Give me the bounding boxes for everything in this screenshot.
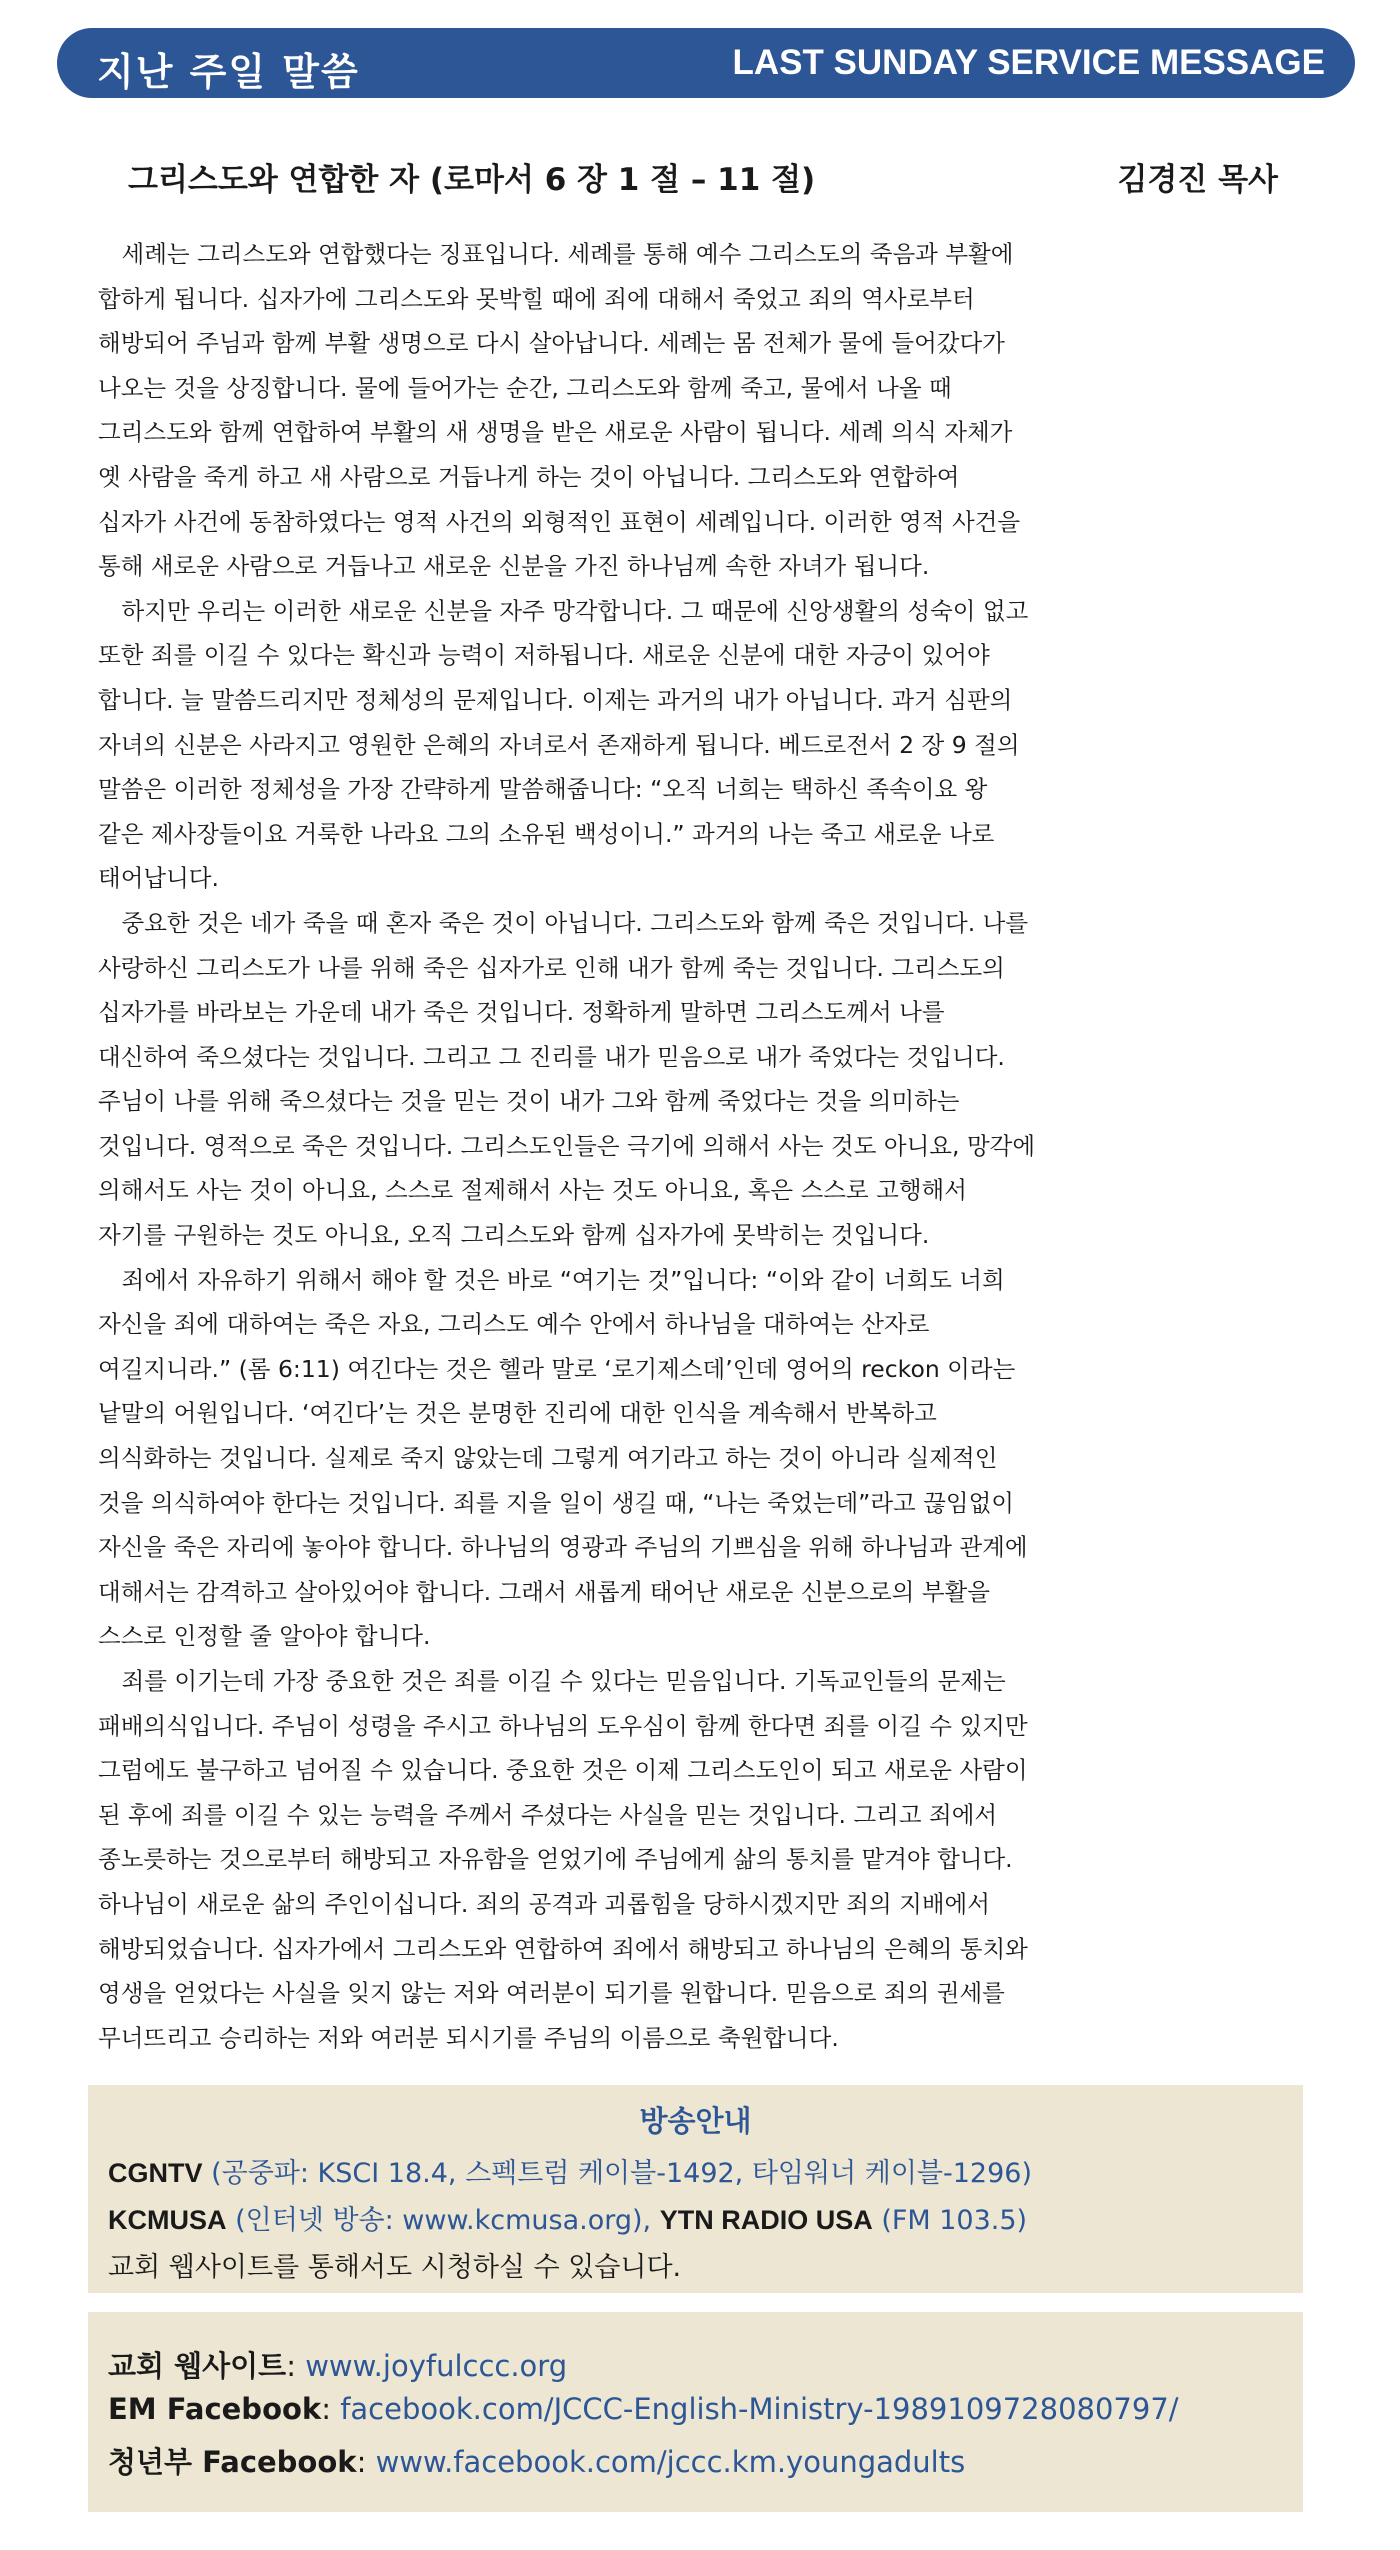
sermon-line: 의식화하는 것입니다. 실제로 죽지 않았는데 그렇게 여기라고 하는 것이 아니라 실제적인 [98,1444,998,1473]
em-facebook-label: EM Facebook [108,2392,322,2426]
sermon-line: 사랑하신 그리스도가 나를 위해 죽은 십자가로 인해 내가 함께 죽는 것입니다. 그리스도의 [98,953,1005,982]
sermon-line: 해방되어 주님과 함께 부활 생명으로 다시 살아납니다. 세례는 몸 전체가 물에 들어갔다가 [98,329,1005,358]
banner-korean-title: 지난 주일 말씀 [97,50,360,94]
sermon-line: 대신하여 죽으셨다는 것입니다. 그리고 그 진리를 내가 믿음으로 내가 죽었다는 것입니다. [98,1042,1005,1071]
sermon-line: 십자가 사건에 동참하였다는 영적 사건의 외형적인 표현이 세례입니다. 이러한 영적 사건을 [98,507,1021,536]
sermon-line: 주님이 나를 위해 죽으셨다는 것을 믿는 것이 내가 그와 함께 죽었다는 것을 의미하는 [98,1087,960,1116]
sermon-line: 여길지니라.” (롬 6:11) 여긴다는 것은 헬라 말로 ‘로기제스데’인데 영어의 reckon 이라는 [98,1354,1016,1383]
sermon-line: 스스로 인정할 줄 알아야 합니다. [98,1622,431,1651]
separator: : [356,2445,376,2479]
separator: : [321,2392,341,2426]
ytn-detail: (FM 103.5) [872,2205,1028,2236]
sermon-line: 자녀의 신분은 사라지고 영원한 은혜의 자녀로서 존재하게 됩니다. 베드로전서 2 장 9 절의 [98,730,1020,759]
sermon-line: 그럼에도 불구하고 넘어질 수 있습니다. 중요한 것은 이제 그리스도인이 되고 새로운 사람이 [98,1756,1028,1785]
youth-facebook-link[interactable]: www.facebook.com/jccc.km.youngadults [375,2445,966,2479]
sermon-line: 중요한 것은 네가 죽을 때 혼자 죽은 것이 아닙니다. 그리스도와 함께 죽은 것입니다. 나를 [98,908,1029,937]
kcmusa-name: KCMUSA [108,2205,227,2235]
broadcast-heading: 방송안내 [639,2104,752,2138]
sermon-title-bar [128,154,1278,200]
sermon-line: 같은 제사장들이요 거룩한 나라요 그의 소유된 백성이니.” 과거의 나는 죽고 새로운 나로 [98,819,995,848]
header-banner [57,28,1355,98]
sermon-line: 합니다. 늘 말씀드리지만 정체성의 문제입니다. 이제는 과거의 내가 아닙니다. 과거 심판의 [98,685,1013,714]
church-website-row [108,2344,567,2385]
sermon-line: 해방되었습니다. 십자가에서 그리스도와 연합하여 죄에서 해방되고 하나님의 은혜의 통치와 [98,1934,1028,1963]
broadcast-row-cgntv [108,2151,1032,2190]
sermon-line: 것입니다. 영적으로 죽은 것입니다. 그리스도인들은 극기에 의해서 사는 것도 아니요, 망각에 [98,1131,1036,1160]
separator: : [286,2349,306,2383]
ytn-name: YTN RADIO USA [659,2205,873,2235]
sermon-line: 십자가를 바라보는 가운데 내가 죽은 것입니다. 정확하게 말하면 그리스도께서 나를 [98,998,945,1027]
cgntv-name: CGNTV [108,2158,203,2188]
sermon-title: 그리스도와 연합한 자 (로마서 6 장 1 절 – 11 절) [128,162,816,198]
sermon-body [98,232,1303,2060]
sermon-line: 합하게 됩니다. 십자가에 그리스도와 못박힐 때에 죄에 대해서 죽었고 죄의 역사로부터 [98,284,975,313]
sermon-line: 무너뜨리고 승리하는 저와 여러분 되시기를 주님의 이름으로 축원합니다. [98,2023,839,2052]
sermon-line: 말씀은 이러한 정체성을 가장 간략하게 말씀해줍니다: “오직 너희는 택하신 족속이요 왕 [98,775,988,804]
sermon-line: 통해 새로운 사람으로 거듭나고 새로운 신분을 가진 하나님께 속한 자녀가 됩니다. [98,552,930,581]
sermon-line: 하지만 우리는 이러한 새로운 신분을 자주 망각합니다. 그 때문에 신앙생활의 성숙이 없고 [98,596,1029,625]
sermon-line: 낱말의 어원입니다. ‘여긴다’는 것은 분명한 진리에 대한 인식을 계속해서 반복하고 [98,1399,937,1428]
sermon-line: 그리스도와 함께 연합하여 부활의 새 생명을 받은 새로운 사람이 됩니다. 세례 의식 자체가 [98,418,1013,447]
youth-facebook-label: 청년부 Facebook [108,2445,357,2479]
sermon-line: 하나님이 새로운 삶의 주인이십니다. 죄의 공격과 괴롭힘을 당하시겠지만 죄의 지배에서 [98,1889,990,1918]
broadcast-info-box [88,2085,1303,2293]
sermon-line: 자기를 구원하는 것도 아니요, 오직 그리스도와 함께 십자가에 못박히는 것입니다. [98,1221,930,1250]
sermon-line: 죄에서 자유하기 위해서 해야 할 것은 바로 “여기는 것”입니다: “이와 같이 너희도 너희 [98,1265,1005,1294]
kcmusa-detail: (인터넷 방송: www.kcmusa.org), [226,2205,660,2236]
sermon-line: 죄를 이기는데 가장 중요한 것은 죄를 이길 수 있다는 믿음입니다. 기독교인들의 문제는 [98,1667,1006,1695]
church-website-link[interactable]: www.joyfulccc.org [305,2349,568,2383]
sermon-line: 패배의식입니다. 주님이 성령을 주시고 하나님의 도우심이 함께 한다면 죄를 이길 수 있지만 [98,1711,1028,1740]
sermon-line: 옛 사람을 죽게 하고 새 사람으로 거듭나게 하는 것이 아닙니다. 그리스도와 연합하여 [98,462,960,491]
banner-english-title: LAST SUNDAY SERVICE MESSAGE [732,43,1325,82]
sermon-line: 태어납니다. [98,864,219,893]
sermon-line: 나오는 것을 상징합니다. 물에 들어가는 순간, 그리스도와 함께 죽고, 물에서 나올 때 [98,373,952,402]
broadcast-row-kcmusa [108,2198,1027,2237]
sermon-line: 종노릇하는 것으로부터 해방되고 자유함을 얻었기에 주님에게 삶의 통치를 맡겨야 합니다. [98,1845,1013,1874]
cgntv-detail: (공중파: KSCI 18.4, 스펙트럼 케이블-1492, 타임워너 케이블-1296) [202,2158,1032,2189]
sermon-line: 세례는 그리스도와 연합했다는 징표입니다. 세례를 통해 예수 그리스도의 죽음과 부활에 [98,240,1014,268]
broadcast-note: 교회 웹사이트를 통해서도 시청하실 수 있습니다. [108,2252,682,2283]
sermon-line: 의해서도 사는 것이 아니요, 스스로 절제해서 사는 것도 아니요, 혹은 스스로 고행해서 [98,1176,967,1205]
sermon-line: 것을 의식하여야 한다는 것입니다. 죄를 지을 일이 생길 때, “나는 죽었는데”라고 끊임없이 [98,1488,1014,1517]
youth-facebook-row [108,2440,965,2481]
sermon-line: 자신을 죄에 대하여는 죽은 자요, 그리스도 예수 안에서 하나님을 대하여는 산자로 [98,1310,930,1339]
sermon-line: 또한 죄를 이길 수 있다는 확신과 능력이 저하됩니다. 새로운 신분에 대한 자긍이 있어야 [98,641,990,670]
sermon-line: 영생을 얻었다는 사실을 잊지 않는 저와 여러분이 되기를 원합니다. 믿음으로 죄의 권세를 [98,1979,1005,2008]
sermon-line: 된 후에 죄를 이길 수 있는 능력을 주께서 주셨다는 사실을 믿는 것입니다. 그리고 죄에서 [98,1800,998,1829]
sermon-author: 김경진 목사 [1117,162,1278,198]
em-facebook-link[interactable]: facebook.com/JCCC-English-Ministry-1989109728080797/ [340,2392,1179,2426]
sermon-line: 대해서는 감격하고 살아있어야 합니다. 그래서 새롭게 태어난 새로운 신분으로의 부활을 [98,1577,990,1606]
sermon-line: 자신을 죽은 자리에 놓아야 합니다. 하나님의 영광과 주님의 기쁘심을 위해 하나님과 관계에 [98,1533,1028,1562]
websites-box [88,2312,1303,2512]
em-facebook-row [108,2392,1179,2426]
church-website-label: 교회 웹사이트 [108,2349,287,2383]
